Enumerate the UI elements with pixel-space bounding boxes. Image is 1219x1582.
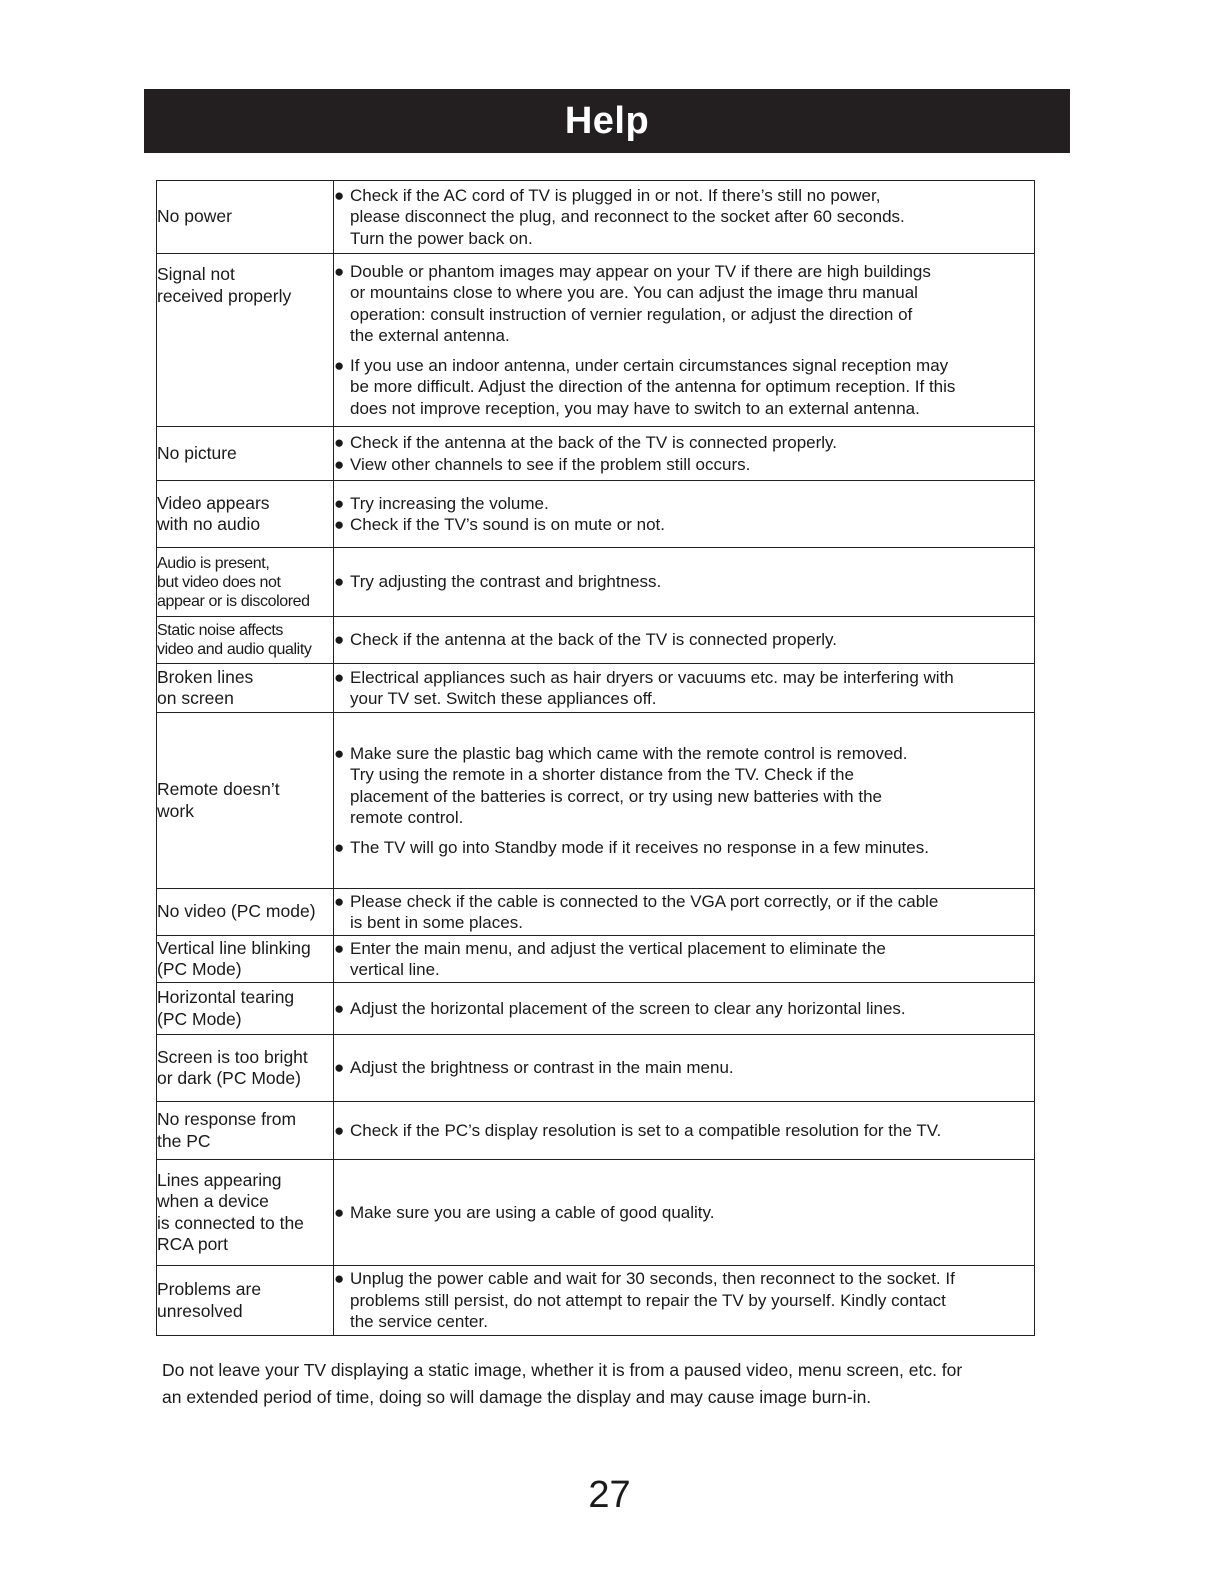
problem-text: on screen	[157, 688, 234, 708]
bullet-icon: ●	[334, 185, 345, 205]
bullet-icon: ●	[334, 454, 345, 474]
solution-text	[350, 571, 1034, 593]
solution-text	[350, 1268, 1034, 1333]
solution-item	[334, 891, 1034, 934]
bullet-icon: ●	[334, 630, 345, 650]
problem-text: RCA port	[157, 1234, 228, 1254]
bullet-icon: ●	[334, 493, 345, 513]
solution-text	[350, 355, 1034, 420]
problem-cell	[157, 1266, 334, 1336]
problem-cell	[157, 664, 334, 713]
solution-line: please disconnect the plug, and reconnect to the socket after 60 seconds.	[350, 207, 905, 227]
solution-cell	[334, 936, 1035, 983]
solution-line: Check if the antenna at the back of the TV is connected properly.	[350, 433, 837, 452]
problem-text: the PC	[157, 1130, 211, 1151]
solution-cell	[334, 889, 1035, 936]
solution-line: Check if the PC’s display resolution is set to a compatible resolution for the TV.	[350, 1120, 942, 1140]
solution-line: vertical line.	[350, 960, 440, 979]
solution-item	[334, 629, 1034, 651]
solution-text	[350, 629, 1034, 651]
solution-line: Adjust the horizontal placement of the screen to clear any horizontal lines.	[350, 998, 906, 1018]
problem-text: is connected to the	[157, 1212, 304, 1233]
table-row	[157, 936, 1035, 983]
solution-line: Electrical appliances such as hair dryers or vacuums etc. may be interfering with	[350, 667, 954, 687]
bullet-icon: ●	[334, 667, 345, 687]
solution-cell	[334, 983, 1035, 1035]
solution-line: problems still persist, do not attempt to repair the TV by yourself. Kindly contact	[350, 1290, 946, 1310]
problem-text: (PC Mode)	[157, 1008, 242, 1029]
solution-line: Check if the TV’s sound is on mute or not.	[350, 515, 665, 534]
problem-cell	[157, 254, 334, 427]
bullet-icon: ●	[334, 1120, 345, 1140]
solution-line: The TV will go into Standby mode if it receives no response in a few minutes.	[350, 837, 929, 857]
solution-text	[350, 998, 1034, 1020]
problem-text: appear or is discolored	[157, 592, 310, 610]
solution-text	[350, 1202, 1034, 1224]
solution-text	[350, 185, 1034, 250]
solution-cell	[334, 254, 1035, 427]
solution-text	[350, 1057, 1034, 1079]
problem-text: Problems are	[157, 1279, 262, 1299]
bullet-icon: ●	[334, 572, 345, 592]
troubleshooting-table	[156, 180, 1035, 1336]
table-row	[157, 548, 1035, 617]
problem-cell	[157, 713, 334, 889]
solution-text	[350, 938, 1034, 981]
problem-text: but video does not	[157, 573, 281, 591]
solution-line: Make sure you are using a cable of good quality.	[350, 1202, 715, 1222]
problem-cell	[157, 427, 334, 481]
problem-text: No picture	[157, 442, 237, 463]
solution-item	[334, 938, 1034, 981]
solution-line: Check if the antenna at the back of the TV is connected properly.	[350, 630, 837, 650]
solution-item	[334, 571, 1034, 593]
bullet-icon: ●	[334, 743, 345, 763]
solution-cell	[334, 713, 1035, 889]
solution-text	[350, 261, 1034, 347]
solution-line: remote control.	[350, 808, 464, 828]
problem-text: (PC Mode)	[157, 959, 242, 979]
solution-line: If you use an indoor antenna, under certain circumstances signal reception may	[350, 355, 949, 375]
solution-cell	[334, 548, 1035, 617]
table-row	[157, 481, 1035, 548]
solution-line: Please check if the cable is connected to the VGA port correctly, or if the cable	[350, 891, 939, 911]
solution-text	[350, 1120, 1034, 1142]
problem-text: when a device	[157, 1191, 269, 1211]
table-row	[157, 1102, 1035, 1160]
solution-cell	[334, 1035, 1035, 1102]
problem-cell	[157, 548, 334, 617]
solution-text	[350, 837, 1034, 859]
problem-text: video and audio quality	[157, 641, 312, 658]
problem-cell	[157, 1035, 334, 1102]
solution-line: Double or phantom images may appear on your TV if there are high buildings	[350, 261, 931, 281]
solution-line: operation: consult instruction of vernier regulation, or adjust the direction of	[350, 304, 913, 324]
problem-text: Horizontal tearing	[157, 987, 295, 1007]
problem-text: Broken lines	[157, 666, 254, 687]
solution-item	[334, 998, 1034, 1020]
table-row	[157, 254, 1035, 427]
solution-cell	[334, 1160, 1035, 1266]
solution-line: Unplug the power cable and wait for 30 seconds, then reconnect to the socket. If	[350, 1269, 955, 1289]
bullet-icon: ●	[334, 355, 345, 375]
bullet-icon: ●	[334, 1202, 345, 1222]
solution-item	[334, 667, 1034, 710]
problem-text: with no audio	[157, 514, 261, 534]
solution-line: Enter the main menu, and adjust the vertical placement to eliminate the	[350, 938, 886, 958]
page-title: Help	[564, 99, 650, 142]
problem-text: No response from	[157, 1109, 297, 1129]
solution-item	[334, 837, 1034, 859]
table-row	[157, 1160, 1035, 1266]
solution-line: be more difficult. Adjust the direction of the antenna for optimum reception. If this	[350, 377, 956, 397]
solution-line: placement of the batteries is correct, or try using new batteries with the	[350, 786, 882, 806]
bullet-icon: ●	[334, 891, 345, 911]
problem-text: Screen is too bright	[157, 1046, 308, 1067]
solution-item	[334, 185, 1034, 250]
problem-cell	[157, 481, 334, 548]
solution-item	[334, 454, 1034, 476]
burn-in-warning	[162, 1357, 1042, 1411]
bullet-icon: ●	[334, 1269, 345, 1289]
solution-line: your TV set. Switch these appliances off.	[350, 689, 657, 708]
bullet-icon: ●	[334, 837, 345, 857]
problem-text: or dark (PC Mode)	[157, 1068, 301, 1088]
solution-item	[334, 432, 1034, 454]
solution-text	[350, 454, 1034, 476]
problem-cell	[157, 1160, 334, 1266]
header-bar	[144, 89, 1070, 153]
solution-line: Try adjusting the contrast and brightness.	[350, 572, 662, 592]
solution-line: is bent in some places.	[350, 913, 523, 932]
table-row	[157, 1266, 1035, 1336]
problem-text: No power	[157, 206, 232, 227]
problem-text: Static noise affects	[157, 622, 284, 639]
solution-cell	[334, 1102, 1035, 1160]
solution-line: Make sure the plastic bag which came with the remote control is removed.	[350, 743, 908, 763]
table-row	[157, 713, 1035, 889]
problem-text: Lines appearing	[157, 1169, 282, 1190]
problem-text: received properly	[157, 285, 292, 306]
solution-item	[334, 261, 1034, 347]
page-number: 27	[588, 1474, 631, 1516]
table-row	[157, 664, 1035, 713]
bullet-icon: ●	[334, 261, 345, 281]
solution-text	[350, 493, 1034, 515]
table-row	[157, 1035, 1035, 1102]
solution-line: Try increasing the volume.	[350, 493, 549, 513]
solution-item	[334, 1057, 1034, 1079]
solution-cell	[334, 617, 1035, 664]
solution-item	[334, 1120, 1034, 1142]
bullet-icon: ●	[334, 998, 345, 1018]
solution-text	[350, 514, 1034, 536]
table-row	[157, 983, 1035, 1035]
bullet-icon: ●	[334, 938, 345, 958]
solution-item	[334, 514, 1034, 536]
solution-item	[334, 493, 1034, 515]
problem-text: Signal not	[157, 264, 235, 284]
solution-line: Check if the AC cord of TV is plugged in or not. If there’s still no power,	[350, 185, 881, 205]
problem-text: Video appears	[157, 492, 270, 513]
solution-text	[350, 432, 1034, 454]
solution-text	[350, 891, 1034, 934]
warning-line: Do not leave your TV displaying a static image, whether it is from a paused video, menu screen, etc. for	[162, 1360, 963, 1380]
problem-text: work	[157, 800, 194, 821]
table-row	[157, 889, 1035, 936]
table-row	[157, 181, 1035, 254]
problem-text: No video (PC mode)	[157, 901, 316, 922]
solution-text	[350, 667, 1034, 710]
problem-cell	[157, 617, 334, 664]
solution-line: does not improve reception, you may have to switch to an external antenna.	[350, 398, 920, 418]
solution-line: the service center.	[350, 1312, 488, 1332]
bullet-icon: ●	[334, 1058, 345, 1078]
problem-cell	[157, 936, 334, 983]
solution-item	[334, 355, 1034, 420]
solution-cell	[334, 427, 1035, 481]
problem-text: Remote doesn’t	[157, 779, 280, 799]
table-row	[157, 427, 1035, 481]
solution-item	[334, 1202, 1034, 1224]
solution-text	[350, 743, 1034, 829]
solution-cell	[334, 1266, 1035, 1336]
problem-text: unresolved	[157, 1300, 243, 1321]
problem-cell	[157, 1102, 334, 1160]
bullet-icon: ●	[334, 515, 345, 534]
table-row	[157, 617, 1035, 664]
problem-text: Vertical line blinking	[157, 937, 311, 958]
problem-cell	[157, 889, 334, 936]
solution-line: the external antenna.	[350, 326, 510, 346]
problem-text: Audio is present,	[157, 554, 270, 572]
problem-cell	[157, 983, 334, 1035]
solution-item	[334, 743, 1034, 829]
solution-line: or mountains close to where you are. You can adjust the image thru manual	[350, 283, 918, 303]
solution-line: View other channels to see if the problem still occurs.	[350, 454, 751, 474]
solution-cell	[334, 181, 1035, 254]
solution-line: Turn the power back on.	[350, 228, 533, 248]
solution-line: Adjust the brightness or contrast in the main menu.	[350, 1058, 734, 1078]
solution-line: Try using the remote in a shorter distance from the TV. Check if the	[350, 765, 854, 785]
bullet-icon: ●	[334, 433, 345, 452]
problem-cell	[157, 181, 334, 254]
solution-cell	[334, 481, 1035, 548]
warning-line: an extended period of time, doing so will damage the display and may cause image burn-in.	[162, 1387, 872, 1407]
solution-cell	[334, 664, 1035, 713]
solution-item	[334, 1268, 1034, 1333]
